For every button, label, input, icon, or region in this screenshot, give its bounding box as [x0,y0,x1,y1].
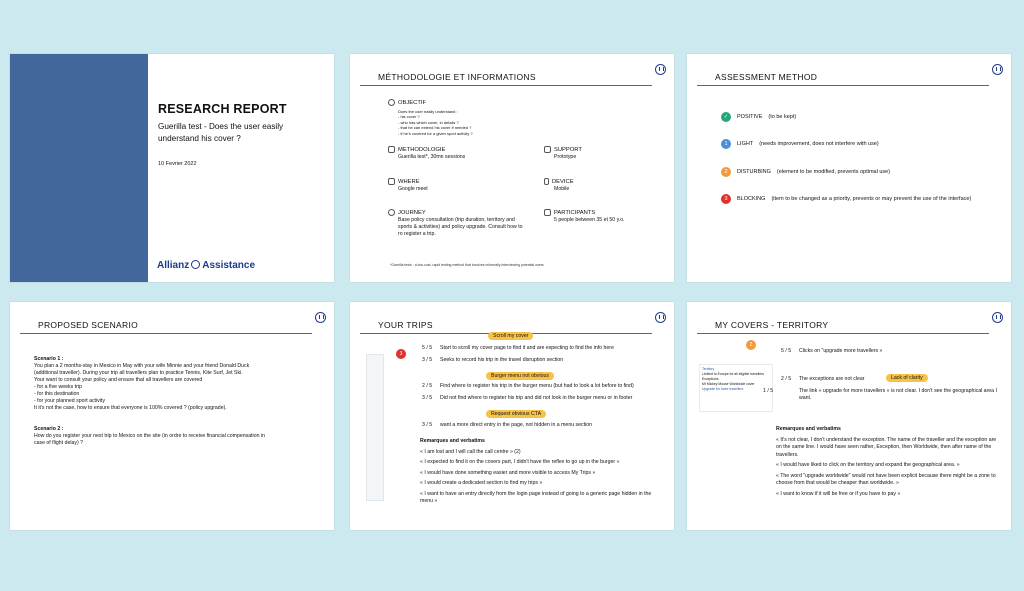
mobile-screenshot [366,354,384,501]
logo-text-left: Allianz [157,260,190,271]
blocking-badge: 3 [396,349,406,359]
slide-research-report [10,54,334,282]
finding-score: 2 / 5 [781,376,792,382]
finding-text: Did not find where to register his trip and did not look in the burger menu or in footer [440,395,633,401]
territory-card-screenshot [699,364,773,412]
slide-methodologie [350,54,674,282]
allianz-ring-icon [191,260,200,269]
finding-score: 2 / 5 [422,383,433,389]
finding-row [422,422,672,429]
verbatim: « I expected to find it on the covers part, I didn't have the reflex to go up in the burger » [420,459,620,465]
level-2-icon: 2 [721,167,731,177]
assessment-label: BLOCKING [737,196,766,202]
allianz-logo-icon [655,312,666,323]
support-text: Prototype [554,153,577,160]
methodologie-text: Guerilla test*, 30mn sessions [398,153,466,160]
participants-text: 5 people between 35 et 50 y.o. [554,216,625,223]
where-heading: WHERE [398,178,420,185]
finding-text: Seeks to record his trip in the travel disruption section [440,357,564,363]
assessment-desc: (element to be modified, prevents optimal use) [776,169,891,175]
finding-score: 5 / 5 [422,345,433,351]
finding-row [422,395,672,402]
allianz-assistance-logo [157,260,255,271]
remarks-heading: Remarques and verbatims [776,426,841,432]
assessment-desc: (to be kept) [768,114,797,120]
verbatim: « I would create a dedicated section to find my trips » [420,480,543,486]
card-line: Limited to Europe for all eligible travellers [702,372,765,376]
objectif-block [388,99,538,136]
assessment-row-light [721,139,879,149]
slide-title: ASSESSMENT METHOD [715,72,818,82]
slide-your-trips [350,302,674,530]
card-line: Exceptions [702,377,719,381]
scenario-line: - for this destination [34,391,80,397]
assessment-label: POSITIVE [737,114,763,120]
remarks-block [776,426,998,501]
methodologie-block [388,146,538,161]
device-block [544,178,664,193]
logo-text-right: Assistance [202,260,256,271]
finding-row [763,388,999,402]
card-title: Territory [702,367,715,371]
verbatim: « I want to have an entry directly from the login page instead of going to a generic page hidden in the menu » [420,490,652,504]
flask-icon [388,146,395,153]
remarks-heading: Remarques and verbatims [420,438,485,444]
finding-tag: Scroll my cover [488,332,533,340]
slide-title: YOUR TRIPS [378,320,433,330]
scenario-line: case of flight delay) ? [34,440,84,446]
slide-title: MÉTHODOLOGIE ET INFORMATIONS [378,72,536,82]
support-heading: SUPPORT [554,146,582,153]
verbatim: « It's not clear, I don't understand the exception. The name of the traveller and the exception are on the same line. I would have seen rather, Exception, then Worldwide, then after name of the travellers. [776,436,997,458]
finding-row [422,357,672,364]
where-text: Google meet [398,185,428,192]
finding-tag: Burger menu not obvious [486,372,554,380]
title-divider [697,85,989,86]
building-icon [388,178,395,185]
scenario-line: - for a five weeks trip [34,384,82,390]
target-icon [388,99,395,106]
scenario-line: It it's not the case, how to ensure that everyone is 100% covered ? (policy upgrade). [34,405,227,411]
methodologie-heading: METHODOLOGIE [398,146,446,153]
remarks-block [420,438,660,509]
title-divider [360,85,652,86]
scenario-line: (additional traveller). During your trip all travellers plan to practice Tennis, Kite Surf, Jet Ski. [34,370,243,376]
disturbing-badge: 2 [746,340,756,350]
allianz-logo-icon [992,312,1003,323]
verbatim: « I want to know if it will be free or if you have to pay » [776,490,901,497]
slide-title: MY COVERS - TERRITORY [715,320,829,330]
footnote: *Guerilla tests : a low-cost, rapid testing method that involves informally interviewing potential users [390,263,544,267]
assessment-desc: (needs improvement, does not interfere with use) [759,141,879,147]
slide-assessment-method [687,54,1011,282]
finding-text: Start to scroll my cover page to find it and are expecting to find the info here [440,345,614,351]
slide-my-covers-territory [687,302,1011,530]
finding-score: 3 / 5 [422,422,433,428]
finding-tag: Lack of clarity [886,374,928,382]
journey-block [388,209,528,238]
finding-text: Find where to register his trip in the burger menu (but had to look a lot before to find) [440,383,634,389]
finding-tag: Request obvious CTA [486,410,546,418]
participants-heading: PARTICIPANTS [554,209,596,216]
assessment-row-positive [721,112,796,122]
allianz-logo-icon [992,64,1003,75]
assessment-row-blocking [721,194,971,204]
lightbulb-icon [388,209,395,216]
finding-text: The link « upgrade for more travellers » is not clear. I don't see the geographical area I want. [799,388,997,401]
finding-score: 5 / 5 [781,348,792,354]
device-heading: DEVICE [552,178,574,185]
report-date: 10 Fevrier 2022 [158,161,197,167]
finding-text: Clicks on "upgrade more travellers » [799,348,883,354]
level-3-icon: 3 [721,194,731,204]
report-title: RESEARCH REPORT [158,102,287,116]
scenario-body [34,356,319,447]
finding-row [422,383,672,390]
scenario-2-heading: Scenario 2 : [34,426,64,432]
device-text: Mobile [554,185,570,192]
assessment-label: DISTURBING [737,169,771,175]
title-divider [20,333,312,334]
assessment-label: LIGHT [737,141,754,147]
where-block [388,178,538,193]
scenario-line: How do you register your next trip to Mexico on the site (in ordre to receive financial compensation in [34,433,265,439]
check-icon: ✓ [721,112,731,122]
support-block [544,146,664,161]
scenario-1-heading: Scenario 1 : [34,356,64,362]
allianz-logo-icon [315,312,326,323]
title-band [10,54,148,282]
level-1-icon: 1 [721,139,731,149]
objectif-line: - who has which cover, in details ? [398,119,459,125]
upgrade-link[interactable]: Upgrade for more travellers [702,387,744,391]
allianz-logo-icon [655,64,666,75]
scenario-line: Your want to consult your policy and ensure that all travellers are covered [34,377,203,383]
card-line: Mr Mickey Mouse Worldwide cover [702,382,755,386]
verbatim: « I would have done something easier and more visible to access My Trips » [420,469,596,476]
journey-heading: JOURNEY [398,209,426,216]
finding-row [781,348,1001,355]
assessment-row-disturbing [721,167,890,177]
objectif-heading: OBJECTIF [398,99,427,106]
finding-row [422,345,672,352]
report-subtitle: Guerilla test - Does the user easily understand his cover ? [158,122,284,143]
verbatim: « I am lost and I will call the call centre » (2) [420,448,521,455]
verbatim: « The word "upgrade worldwide" would not have been explicit because there might be a zone to choose from that would be cheaper than worldwide. » [776,472,996,486]
verbatim: « I would have liked to click on the territory and expand the geographical area. » [776,462,960,468]
objectif-line: - that he can extend his cover if needed ? [398,125,472,131]
objectif-line: - if he's covered for a given sport activity ? [398,130,473,136]
scenario-line: You plan a 2 months-stay in Mexico in May with your wife Minnie and your friend Donald Duck [34,363,250,369]
journey-text: Base policy consultation (trip duration, territory and sports & activities) and policy upgrade. Consult how to ro register a trip. [398,216,523,237]
finding-text: The exceptions are not clear [799,376,865,382]
objectif-line: Does the user easily understand : [398,108,458,114]
slide-proposed-scenario [10,302,334,530]
finding-score: 1 / 5 [763,388,774,394]
mobile-icon [544,178,549,185]
objectif-line: - his cover ? [398,114,420,120]
document-icon [544,146,551,153]
finding-score: 3 / 5 [422,357,433,363]
title-divider [697,333,989,334]
finding-text: want a more direct entry in the page, not hidden in a menu section [440,422,592,428]
people-icon [544,209,551,216]
finding-row [781,376,881,383]
assessment-desc: (item to be changed as a priority, prevents or may prevent the use of the interface) [771,196,972,202]
participants-block [544,209,669,224]
finding-score: 3 / 5 [422,395,433,401]
objectif-lines [398,109,538,137]
scenario-line: - for your planned sport activity [34,398,105,404]
slide-title: PROPOSED SCENARIO [38,320,139,330]
